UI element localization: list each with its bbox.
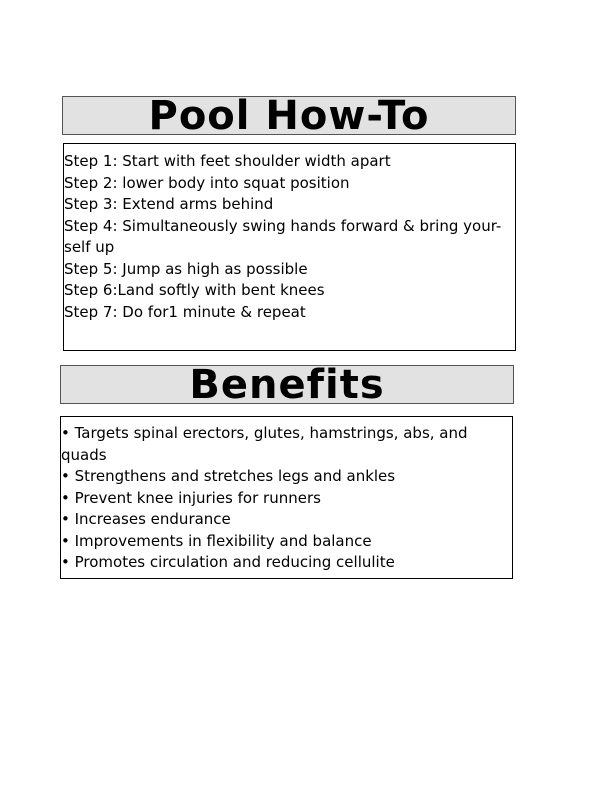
step-line: Step 6:Land softly with bent knees (64, 281, 325, 299)
benefits-title-bar (60, 361, 514, 408)
howto-steps-box (63, 143, 516, 351)
step-line: Step 2: lower body into squat position (64, 173, 350, 192)
benefits-title: Benefits (189, 361, 385, 408)
benefit-line: • Increases endurance (61, 510, 231, 528)
howto-title: Pool How-To (148, 92, 430, 139)
step-line: Step 3: Extend arms behind (64, 195, 274, 213)
benefit-line: • Strengthens and stretches legs and ankles (61, 467, 396, 485)
howto-title-bar (62, 92, 516, 139)
step-line: self up (64, 238, 115, 256)
step-line: Step 7: Do for1 minute & repeat (64, 302, 306, 321)
benefit-line: quads (61, 445, 107, 464)
step-line: Step 4: Simultaneously swing hands forward & bring your- (64, 216, 502, 235)
benefit-line: • Prevent knee injuries for runners (61, 488, 321, 507)
benefit-line: • Promotes circulation and reducing cellulite (61, 553, 395, 571)
benefits-list-box (60, 416, 513, 579)
benefit-line: • Targets spinal erectors, glutes, hamstrings, abs, and (61, 424, 468, 442)
step-line: Step 5: Jump as high as possible (64, 259, 308, 278)
step-line: Step 1: Start with feet shoulder width apart (64, 152, 391, 170)
benefit-line: • Improvements in flexibility and balance (61, 531, 372, 550)
